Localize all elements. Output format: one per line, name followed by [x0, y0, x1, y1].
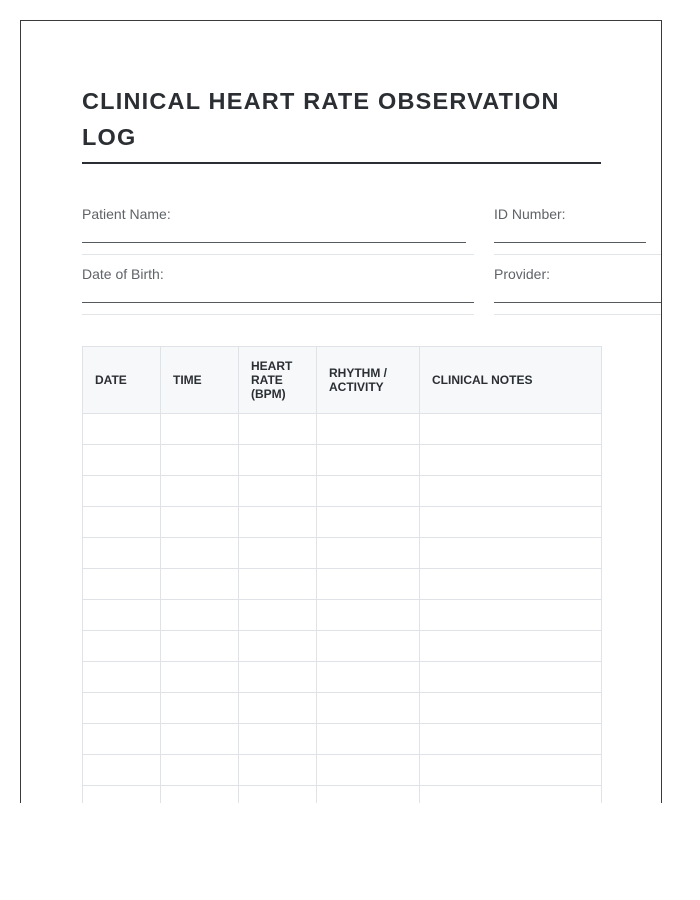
table-row: [83, 538, 602, 569]
cell-clinical-notes[interactable]: [420, 786, 602, 804]
cell-clinical-notes[interactable]: [420, 476, 602, 507]
page-title: CLINICAL HEART RATE OBSERVATION LOG: [82, 88, 560, 150]
cell-rhythm-activity[interactable]: [317, 414, 420, 445]
cell-time[interactable]: [161, 631, 239, 662]
table-row: [83, 507, 602, 538]
cell-rhythm-activity[interactable]: [317, 786, 420, 804]
table-body: [83, 414, 602, 804]
heart-rate-log-table: [82, 346, 602, 803]
column-header-rhythm-activity: RHYTHM / ACTIVITY: [317, 347, 420, 414]
cell-rhythm-activity[interactable]: [317, 631, 420, 662]
cell-heart-rate[interactable]: [239, 507, 317, 538]
cell-time[interactable]: [161, 755, 239, 786]
patient-name-label: Patient Name:: [82, 206, 171, 222]
provider-line: [494, 302, 662, 303]
patient-name-line: [82, 242, 466, 243]
table-row: [83, 414, 602, 445]
cell-heart-rate[interactable]: [239, 600, 317, 631]
table-row: [83, 600, 602, 631]
patient-name-field[interactable]: [82, 206, 494, 256]
table-row: [83, 786, 602, 804]
cell-time[interactable]: [161, 414, 239, 445]
cell-date[interactable]: [83, 445, 161, 476]
column-header-clinical-notes: CLINICAL NOTES: [420, 347, 602, 414]
provider-label: Provider:: [494, 266, 551, 282]
log-sheet: [20, 20, 662, 803]
cell-time[interactable]: [161, 445, 239, 476]
cell-time[interactable]: [161, 786, 239, 804]
table-row: [83, 755, 602, 786]
cell-date[interactable]: [83, 538, 161, 569]
cell-clinical-notes[interactable]: [420, 507, 602, 538]
cell-heart-rate[interactable]: [239, 662, 317, 693]
cell-rhythm-activity[interactable]: [317, 693, 420, 724]
cell-time[interactable]: [161, 569, 239, 600]
cell-date[interactable]: [83, 786, 161, 804]
cell-date[interactable]: [83, 569, 161, 600]
table-row: [83, 693, 602, 724]
cell-date[interactable]: [83, 662, 161, 693]
table-header-row: [83, 347, 602, 414]
cell-time[interactable]: [161, 662, 239, 693]
cell-clinical-notes[interactable]: [420, 569, 602, 600]
id-number-field[interactable]: [494, 206, 662, 256]
table-row: [83, 662, 602, 693]
cell-time[interactable]: [161, 724, 239, 755]
cell-date[interactable]: [83, 693, 161, 724]
table-row: [83, 724, 602, 755]
cell-date[interactable]: [83, 631, 161, 662]
table-row: [83, 445, 602, 476]
dob-label: Date of Birth:: [82, 266, 164, 282]
cell-heart-rate[interactable]: [239, 631, 317, 662]
cell-rhythm-activity[interactable]: [317, 600, 420, 631]
table-row: [83, 476, 602, 507]
patient-name-divider: [82, 254, 474, 255]
cell-rhythm-activity[interactable]: [317, 507, 420, 538]
provider-divider: [494, 314, 662, 315]
cell-heart-rate[interactable]: [239, 476, 317, 507]
cell-date[interactable]: [83, 476, 161, 507]
cell-clinical-notes[interactable]: [420, 631, 602, 662]
cell-heart-rate[interactable]: [239, 693, 317, 724]
dob-divider: [82, 314, 474, 315]
cell-time[interactable]: [161, 600, 239, 631]
column-header-date: DATE: [83, 347, 161, 414]
cell-clinical-notes[interactable]: [420, 755, 602, 786]
cell-date[interactable]: [83, 414, 161, 445]
cell-time[interactable]: [161, 476, 239, 507]
cell-time[interactable]: [161, 538, 239, 569]
cell-heart-rate[interactable]: [239, 755, 317, 786]
id-number-divider: [494, 254, 662, 255]
table-row: [83, 631, 602, 662]
id-number-line: [494, 242, 646, 243]
cell-clinical-notes[interactable]: [420, 600, 602, 631]
id-number-label: ID Number:: [494, 206, 566, 222]
cell-date[interactable]: [83, 507, 161, 538]
provider-field[interactable]: [494, 266, 662, 316]
cell-heart-rate[interactable]: [239, 445, 317, 476]
dob-field[interactable]: [82, 266, 494, 316]
cell-time[interactable]: [161, 693, 239, 724]
cell-clinical-notes[interactable]: [420, 662, 602, 693]
cell-clinical-notes[interactable]: [420, 538, 602, 569]
cell-rhythm-activity[interactable]: [317, 755, 420, 786]
title-underline: [82, 162, 601, 164]
cell-rhythm-activity[interactable]: [317, 662, 420, 693]
cell-heart-rate[interactable]: [239, 786, 317, 804]
column-header-heart-rate: HEART RATE (BPM): [239, 347, 317, 414]
cell-rhythm-activity[interactable]: [317, 538, 420, 569]
cell-date[interactable]: [83, 755, 161, 786]
cell-rhythm-activity[interactable]: [317, 724, 420, 755]
cell-rhythm-activity[interactable]: [317, 569, 420, 600]
column-header-time: TIME: [161, 347, 239, 414]
cell-heart-rate[interactable]: [239, 569, 317, 600]
cell-heart-rate[interactable]: [239, 538, 317, 569]
cell-date[interactable]: [83, 600, 161, 631]
cell-clinical-notes[interactable]: [420, 445, 602, 476]
cell-clinical-notes[interactable]: [420, 693, 602, 724]
table-row: [83, 569, 602, 600]
cell-rhythm-activity[interactable]: [317, 445, 420, 476]
cell-clinical-notes[interactable]: [420, 724, 602, 755]
cell-date[interactable]: [83, 724, 161, 755]
cell-clinical-notes[interactable]: [420, 414, 602, 445]
dob-line: [82, 302, 474, 303]
cell-heart-rate[interactable]: [239, 414, 317, 445]
cell-heart-rate[interactable]: [239, 724, 317, 755]
cell-time[interactable]: [161, 507, 239, 538]
cell-rhythm-activity[interactable]: [317, 476, 420, 507]
